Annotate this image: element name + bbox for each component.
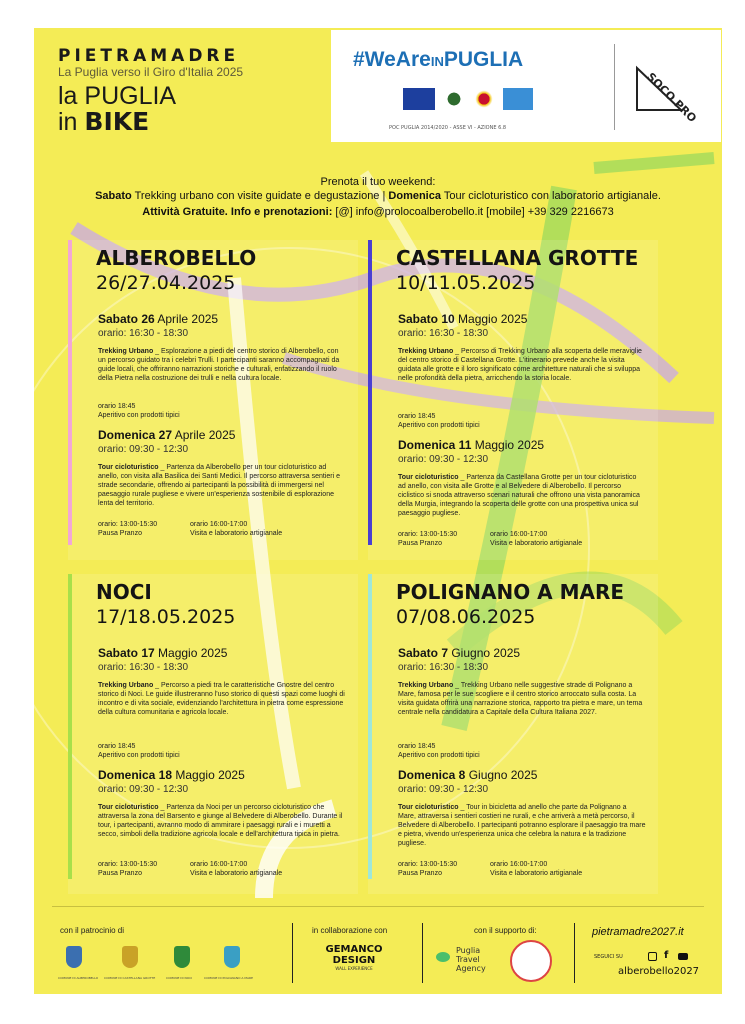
travel-word-2: Travel — [456, 955, 480, 964]
sunday-time: orario: 09:30 - 12:30 — [98, 444, 189, 455]
aperitivo-label: Aperitivo con prodotti tipici — [98, 412, 180, 419]
sunday-day: Domenica 11 — [398, 438, 472, 452]
lab-label: Visita e laboratorio artigianale — [490, 870, 583, 877]
sunday-description — [398, 804, 646, 849]
event-city: POLIGNANO A MARE — [396, 580, 625, 604]
aperitivo-label: Aperitivo con prodotti tipici — [398, 752, 480, 759]
sunday-time: orario: 09:30 - 12:30 — [398, 454, 489, 465]
intro-sabato: Sabato — [95, 190, 132, 202]
lab-time: orario 16:00-17:00 — [490, 861, 548, 868]
event-card — [68, 574, 358, 894]
event-card — [368, 574, 658, 894]
saturday-description — [398, 682, 646, 718]
socopro-text: SOCO PRO — [644, 70, 699, 125]
saturday-heading — [98, 312, 218, 326]
event-city: ALBEROBELLO — [96, 246, 257, 270]
event-card — [68, 240, 358, 560]
title-line-2-prefix: in — [58, 108, 85, 136]
poc-caption: POC PUGLIA 2014/2020 - ASSE VI - AZIONE 6.8 — [389, 125, 507, 131]
lunch-time: orario: 13:00-15:30 — [398, 531, 458, 538]
seguici-label: SEGUICI SU — [594, 954, 623, 960]
lab-time: orario 16:00-17:00 — [490, 531, 548, 538]
comune-caption-2: COMUNE DI CASTELLANA GROTTE — [104, 976, 156, 980]
saturday-month: Maggio 2025 — [454, 312, 528, 326]
saturday-heading — [398, 646, 520, 660]
title-line-1: la PUGLIA — [58, 82, 177, 110]
campaign-in: IN — [430, 54, 444, 69]
saturday-description — [98, 682, 346, 718]
event-city: CASTELLANA GROTTE — [396, 246, 639, 270]
socopro-logo — [631, 60, 699, 125]
gemanco-word-1: GEMANCO — [325, 944, 383, 955]
campaign-prefix: #WeAre — [353, 48, 431, 71]
saturday-heading — [98, 646, 227, 660]
lunch-label: Pausa Pranzo — [398, 870, 442, 877]
lunch-label: Pausa Pranzo — [98, 530, 142, 537]
footer-separator-2 — [422, 923, 423, 983]
lab-label: Visita e laboratorio artigianale — [490, 540, 583, 547]
saturday-text: _ Esplorazione a piedi del centro storico di Alberobello, con un percorso guidato tra i celebri Trulli. I partecipanti saranno accompagnati da guide locali, che offriranno narrazioni storiche e culturali, enfatizzando il ruolo della Pietra nella costruzione dei trulli e nella cultura locale. — [98, 348, 340, 382]
comune-caption-1: COMUNE DI ALBEROBELLO — [58, 976, 99, 980]
youtube-icon[interactable] — [678, 953, 688, 960]
brand-name: PIETRAMADRE — [58, 46, 240, 66]
event-accent-bar — [68, 574, 72, 879]
aperitivo-label: Aperitivo con prodotti tipici — [98, 752, 180, 759]
footer-separator-1 — [292, 923, 293, 983]
aperitivo-time: orario 18:45 — [98, 403, 136, 410]
crest-castellana-icon — [122, 946, 138, 968]
gemanco-word-2: DESIGN — [332, 955, 376, 966]
sunday-description — [98, 804, 346, 840]
sunday-month: Aprile 2025 — [172, 428, 236, 442]
site-url[interactable]: pietramadre2027.it — [592, 926, 684, 938]
saturday-month: Aprile 2025 — [154, 312, 219, 326]
poster — [34, 28, 722, 994]
saturday-time: orario: 16:30 - 18:30 — [398, 328, 489, 339]
lunch-time: orario: 13:00-15:30 — [398, 861, 458, 868]
patrocinio-label: con il patrocinio di — [60, 926, 125, 935]
facebook-icon[interactable]: f — [664, 950, 669, 961]
sunday-title: Tour cicloturistico — [98, 464, 159, 471]
seal-badge-icon — [510, 940, 552, 982]
instagram-icon[interactable] — [648, 952, 657, 961]
crest-polignano-icon — [224, 946, 240, 968]
title-line-2 — [58, 109, 243, 135]
puglia-promozione-icon — [503, 88, 533, 110]
social-handle[interactable]: alberobello2027 — [618, 966, 700, 977]
event-dates: 17/18.05.2025 — [96, 606, 236, 628]
campaign-suffix: PUGLIA — [443, 48, 524, 71]
comune-caption-3: COMUNE DI NOCI — [166, 976, 193, 980]
saturday-day: Sabato 17 — [98, 646, 155, 660]
saturday-heading — [398, 312, 527, 326]
saturday-time: orario: 16:30 - 18:30 — [98, 328, 189, 339]
event-accent-bar — [68, 240, 72, 545]
intro-line-3 — [34, 206, 722, 218]
saturday-month: Giugno 2025 — [448, 646, 521, 660]
sunday-time: orario: 09:30 - 12:30 — [398, 784, 489, 795]
event-dates: 26/27.04.2025 — [96, 272, 236, 294]
italy-emblem-icon — [443, 88, 465, 110]
saturday-title: Trekking Urbano — [98, 348, 154, 355]
saturday-title: Trekking Urbano — [398, 348, 454, 355]
intro-line-1: Prenota il tuo weekend: — [320, 176, 436, 188]
event-dates: 07/08.06.2025 — [396, 606, 536, 628]
sunday-month: Giugno 2025 — [465, 768, 538, 782]
saturday-text: _ Percorso di Trekking Urbano alla scoperta delle meraviglie del centro storico di Castellana Grotte. L'itinerario prevede anche la visita guidata alle grotte e il loro significato come architetture naturali che si sviluppa nelle profondità della pietra, arricchendo la storia locale. — [398, 348, 642, 382]
sunday-heading — [398, 438, 544, 452]
sunday-time: orario: 09:30 - 12:30 — [98, 784, 189, 795]
intro-gratuite: Attività Gratuite. Info e prenotazioni: — [142, 206, 333, 218]
sunday-day: Domenica 8 — [398, 768, 466, 782]
crest-alberobello-icon — [66, 946, 82, 968]
saturday-description — [98, 348, 346, 384]
sunday-text: _ Partenza da Noci per un percorso cicloturistico che attraversa la zona del Barsento e giunge al Belvedere di Alberobello. Durante il tour, i partecipanti, avranno modo di ammirare i paesaggi rurali e i muretti a secco, simboli della tradizione agricola locale e dell'architettura tipica in pietra. — [98, 804, 343, 838]
saturday-text: _ Percorso a piedi tra le caratteristiche Gnostre del centro storico di Noci. Le guide illustreranno l'uso storico di questi spazi come luoghi di incontro e di vita sociale, evidenziando l'architettura in pietra come espressione della cultura comunitaria e agricola locale. — [98, 682, 345, 716]
aperitivo-time: orario 18:45 — [98, 743, 136, 750]
crest-noci-icon — [174, 946, 190, 968]
sunday-text: _ Tour in bicicletta ad anello che parte da Polignano a Mare, attraversa i sentieri costieri ne rurali, e che arriverà a metà percorso, il Belvedere di Alberobello. I partecipanti potranno esplorare il paesaggio tra mare e pietra, vivendo un'esperienza unica che celebra la natura e la tradizione pugliese. — [398, 804, 646, 847]
sunday-heading — [98, 768, 245, 782]
intro-line-2 — [34, 190, 722, 202]
lunch-time: orario: 13:00-15:30 — [98, 861, 158, 868]
saturday-description — [398, 348, 646, 384]
gemanco-logo — [322, 944, 386, 971]
supporto-label: con il supporto di: — [474, 926, 537, 935]
regione-puglia-icon — [473, 88, 495, 110]
lunch-label: Pausa Pranzo — [398, 540, 442, 547]
intro-contacts: [@] info@prolocoalberobello.it [mobile] +39 329 2216673 — [332, 206, 614, 218]
saturday-title: Trekking Urbano — [98, 682, 154, 689]
brand-subtitle: La Puglia verso il Giro d'Italia 2025 — [58, 65, 244, 79]
gemanco-word-3: WALL EXPERIENCE — [335, 966, 373, 971]
eu-flag-icon — [403, 88, 435, 110]
sunday-month: Maggio 2025 — [471, 438, 545, 452]
intro-sabato-text: Trekking urbano con visite guidate e degustazione | — [131, 190, 389, 202]
lab-time: orario 16:00-17:00 — [190, 521, 248, 528]
sunday-day: Domenica 27 — [98, 428, 173, 442]
sunday-text: _ Partenza da Alberobello per un tour cicloturistico ad anello, con visita alla Basilica dei Santi Medici. Il percorso attraversa sentieri e strade secondarie, offrendo ai partecipanti la possibilità di immergersi nel paesaggio rurale pugliese e vivere un'esperienza sostenibile di esplorazione lenta del territorio. — [98, 464, 341, 507]
saturday-title: Trekking Urbano — [398, 682, 454, 689]
brand-block — [58, 46, 243, 135]
event-city: NOCI — [96, 580, 152, 604]
footer-separator-3 — [574, 923, 575, 983]
sunday-title: Tour cicloturistico — [398, 474, 459, 481]
lab-label: Visita e laboratorio artigianale — [190, 530, 283, 537]
sunday-month: Maggio 2025 — [172, 768, 245, 782]
sunday-heading — [398, 768, 537, 782]
event-accent-bar — [368, 574, 372, 879]
aperitivo-time: orario 18:45 — [398, 743, 436, 750]
intro-domenica: Domenica — [388, 190, 441, 202]
saturday-day: Sabato 26 — [98, 312, 155, 326]
sunday-day: Domenica 18 — [98, 768, 173, 782]
collaborazione-label: in collaborazione con — [312, 926, 388, 935]
travel-word-3: Agency — [456, 964, 486, 973]
sunday-title: Tour cicloturistico — [98, 804, 159, 811]
event-accent-bar — [368, 240, 372, 545]
aperitivo-time: orario 18:45 — [398, 413, 436, 420]
event-card — [368, 240, 658, 560]
lunch-label: Pausa Pranzo — [98, 870, 142, 877]
travel-icon — [436, 952, 450, 962]
travel-word-1: Puglia — [456, 946, 481, 955]
sunday-title: Tour cicloturistico — [398, 804, 459, 811]
sponsor-logo-box — [331, 30, 721, 142]
comune-caption-4: COMUNE DI POLIGNANO A MARE — [204, 976, 254, 980]
aperitivo-label: Aperitivo con prodotti tipici — [398, 422, 480, 429]
saturday-day: Sabato 10 — [398, 312, 455, 326]
lunch-time: orario: 13:00-15:30 — [98, 521, 158, 528]
saturday-day: Sabato 7 — [398, 646, 449, 660]
sunday-heading — [98, 428, 235, 442]
saturday-text: _ Trekking Urbano nelle suggestive strade di Polignano a Mare, famosa per le sue scogliere e il centro storico arroccato sulla costa. La visita guidata offrirà una narrazione storica, rapporto tra pietra e mare, un tema centrale nella candidatura a Capitale della Cultura Italiana 2027. — [398, 682, 643, 716]
green-band-2 — [594, 158, 714, 168]
title-bold-bike: BIKE — [84, 107, 150, 136]
lab-time: orario 16:00-17:00 — [190, 861, 248, 868]
sunday-text: _ Partenza da Castellana Grotte per un tour cicloturistico ad anello, con visita alle Grotte e al Belvedere di Alberobello. Il percorso ciclistico si snoda attraverso scenari naturali che offrono una vista panoramica della Murgia, integrando la scoperta delle grotte con una prospettiva unica sul paesaggio pugliese. — [398, 474, 640, 517]
saturday-time: orario: 16:30 - 18:30 — [398, 662, 489, 673]
event-dates: 10/11.05.2025 — [396, 272, 536, 294]
lab-label: Visita e laboratorio artigianale — [190, 870, 283, 877]
saturday-month: Maggio 2025 — [154, 646, 228, 660]
sunday-description — [98, 464, 346, 509]
footer-divider — [52, 906, 704, 907]
logo-divider — [614, 44, 615, 130]
saturday-time: orario: 16:30 - 18:30 — [98, 662, 189, 673]
sunday-description — [398, 474, 646, 519]
intro-domenica-text: Tour cicloturistico con laboratorio artigianale. — [440, 190, 661, 202]
weareinpuglia-logo — [353, 48, 523, 72]
